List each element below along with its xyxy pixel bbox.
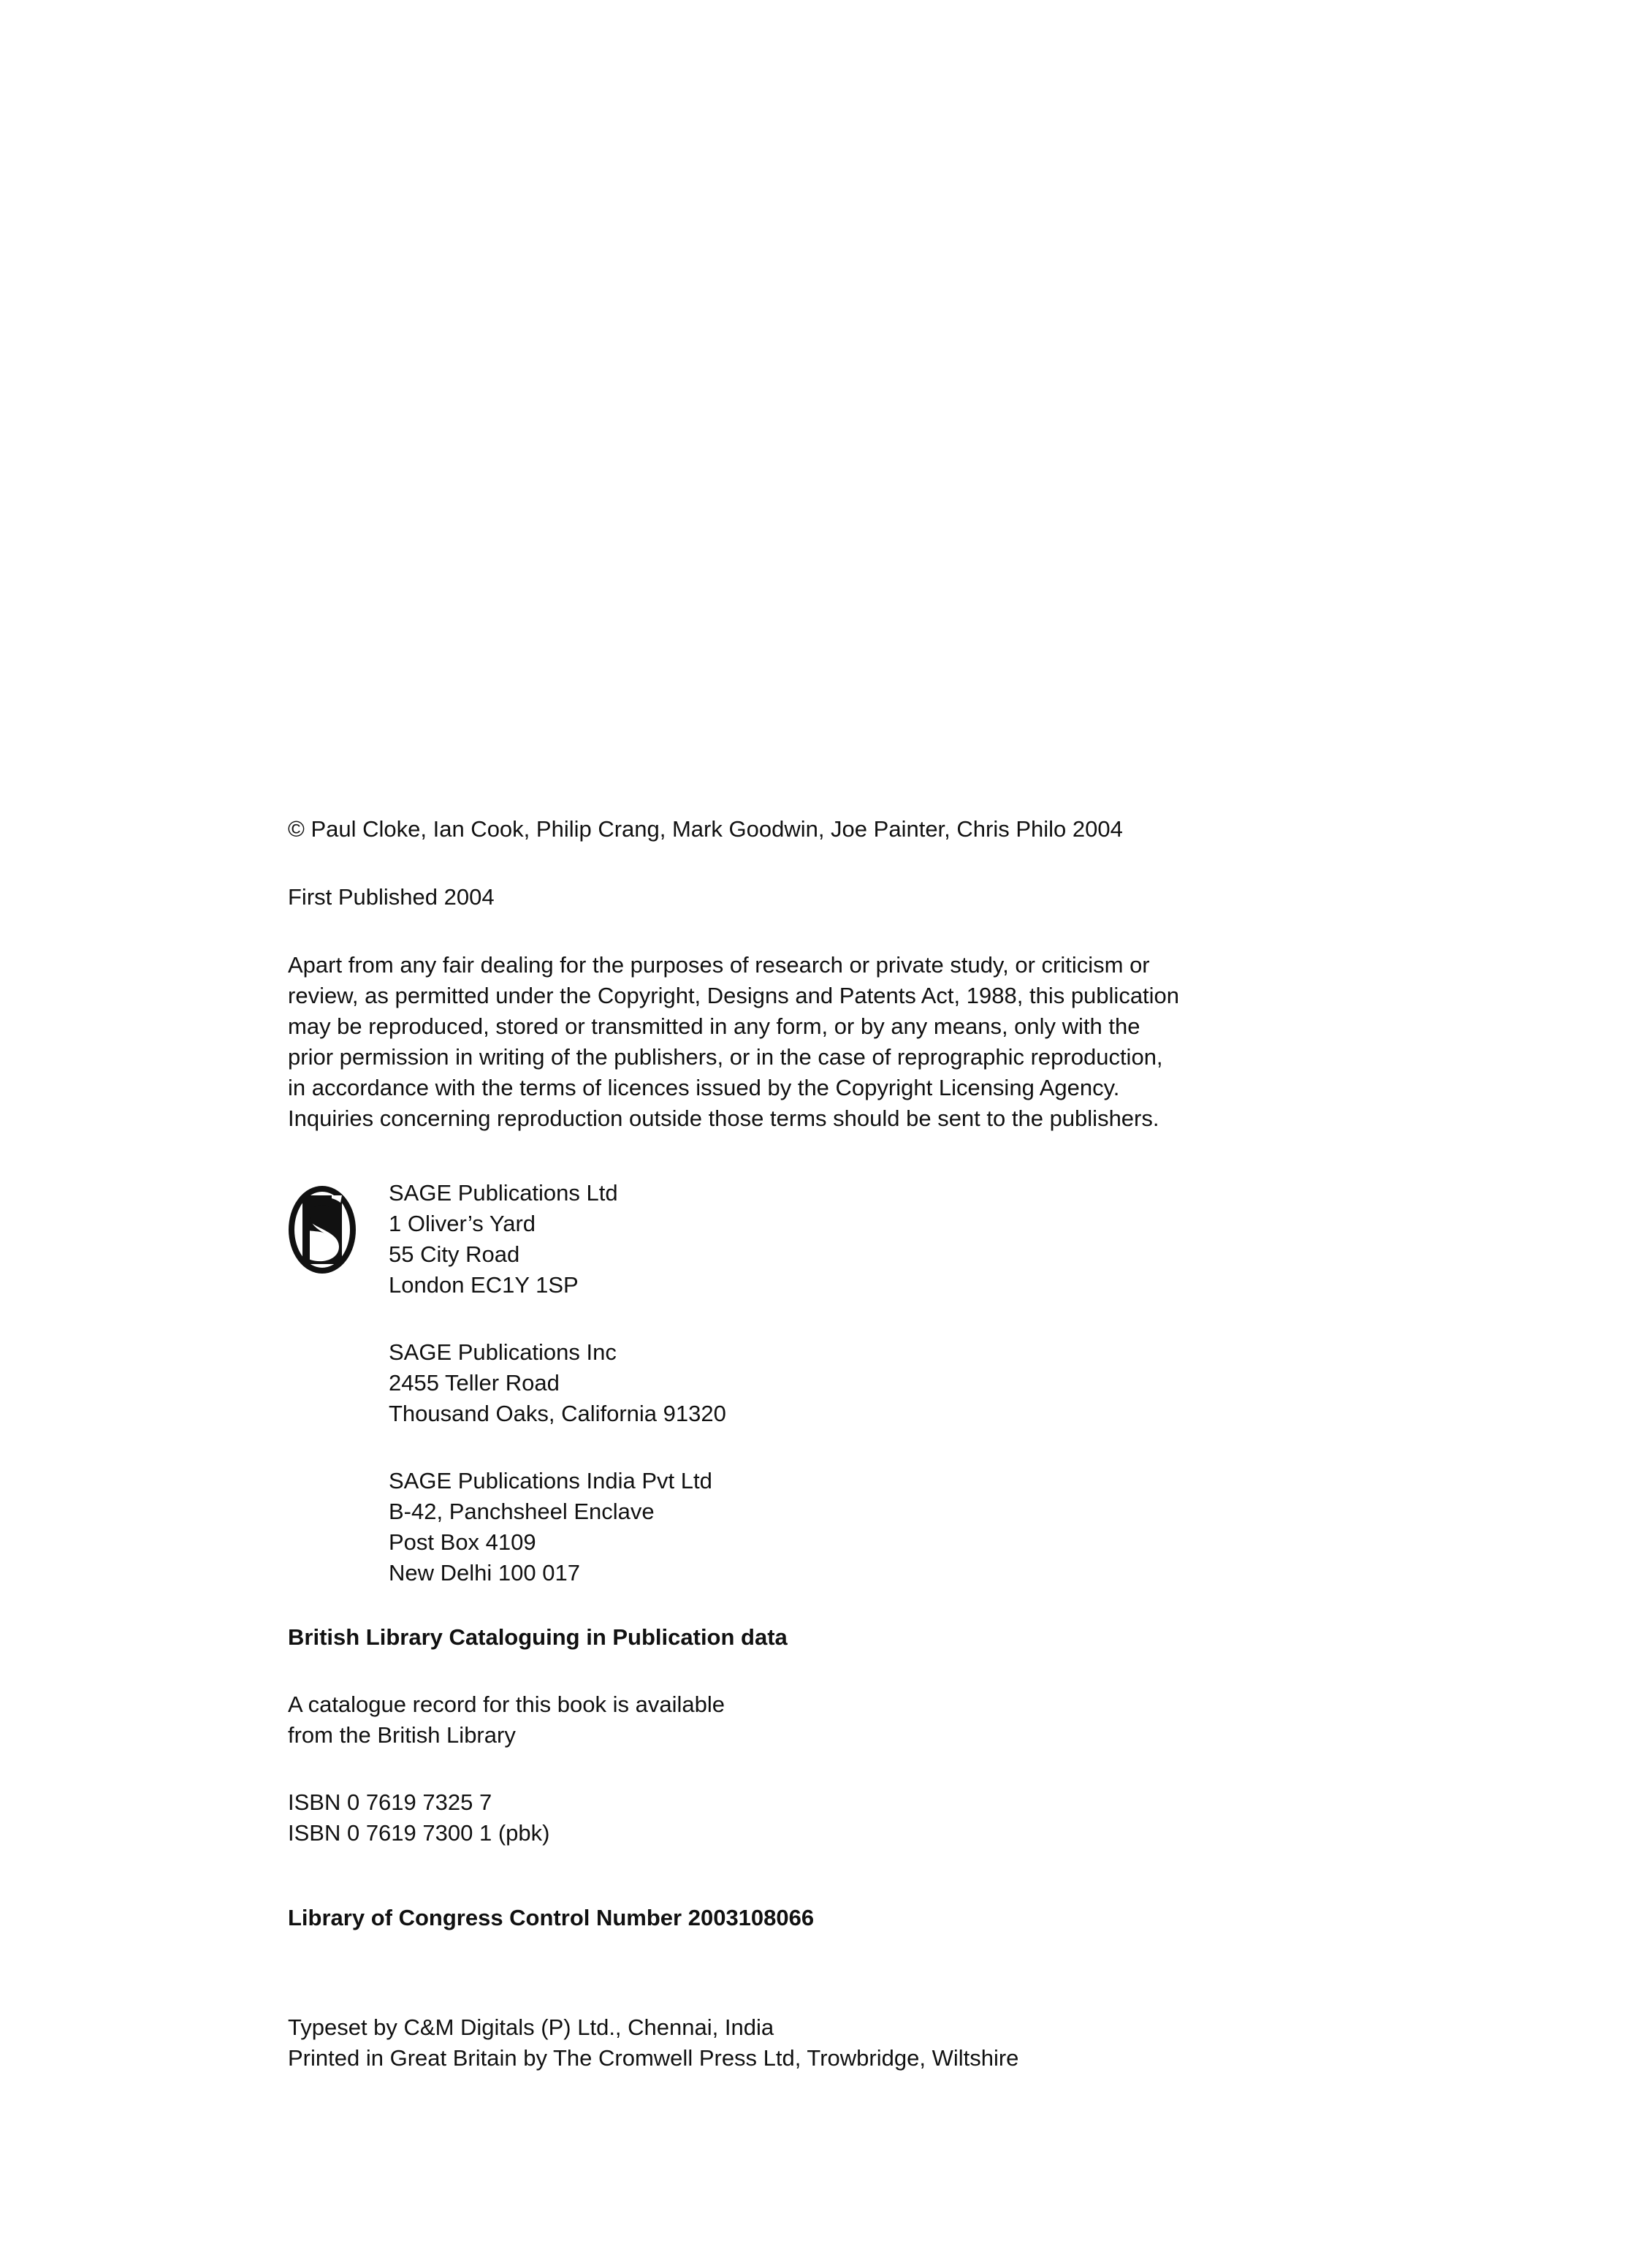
catalogue-line: A catalogue record for this book is available [288, 1692, 725, 1717]
permission-notice [288, 950, 1179, 1134]
permission-line: Apart from any fair dealing for the purposes of research or private study, or criticism or [288, 952, 1150, 978]
address-line: B-42, Panchsheel Enclave [389, 1499, 655, 1524]
publisher-address-india [389, 1466, 726, 1588]
catalogue-line: from the British Library [288, 1722, 516, 1748]
permission-line: prior permission in writing of the publishers, or in the case of reprographic reproduction, [288, 1044, 1163, 1070]
permission-line: in accordance with the terms of licences issued by the Copyright Licensing Agency. [288, 1075, 1120, 1100]
copyright-notice: © Paul Cloke, Ian Cook, Philip Crang, Mark Goodwin, Joe Painter, Chris Philo 2004 [288, 816, 1123, 842]
permission-line: Inquiries concerning reproduction outside those terms should be sent to the publishers. [288, 1106, 1159, 1131]
publisher-address-uk [389, 1178, 726, 1301]
address-line: 1 Oliver’s Yard [389, 1211, 536, 1236]
address-line: Post Box 4109 [389, 1529, 536, 1555]
permission-line: may be reproduced, stored or transmitted in any form, or by any means, only with the [288, 1013, 1140, 1039]
sage-s-logo-icon [288, 1185, 357, 1274]
printer-credit: Printed in Great Britain by The Cromwell Press Ltd, Trowbridge, Wiltshire [288, 2045, 1019, 2071]
catalogue-record [288, 1689, 725, 1751]
british-library-heading: British Library Cataloguing in Publication data [288, 1624, 788, 1650]
address-line: New Delhi 100 017 [389, 1560, 580, 1586]
address-list [389, 1178, 726, 1625]
library-of-congress-number: Library of Congress Control Number 2003108066 [288, 1905, 815, 1930]
isbn-list [288, 1787, 549, 1849]
address-line: SAGE Publications Inc [389, 1339, 617, 1365]
isbn-line: ISBN 0 7619 7300 1 (pbk) [288, 1820, 550, 1846]
publisher-address-us [389, 1337, 726, 1429]
printing-credits [288, 2012, 1018, 2074]
typeset-credit: Typeset by C&M Digitals (P) Ltd., Chennai, India [288, 2014, 774, 2040]
address-line: Thousand Oaks, California 91320 [389, 1401, 726, 1426]
first-published: First Published 2004 [288, 884, 495, 910]
isbn-line: ISBN 0 7619 7325 7 [288, 1789, 492, 1815]
address-line: SAGE Publications India Pvt Ltd [389, 1468, 712, 1493]
address-line: 2455 Teller Road [389, 1370, 560, 1396]
address-line: SAGE Publications Ltd [389, 1180, 618, 1206]
address-line: London EC1Y 1SP [389, 1272, 579, 1298]
permission-line: review, as permitted under the Copyright, Designs and Patents Act, 1988, this publication [288, 983, 1180, 1008]
address-line: 55 City Road [389, 1241, 520, 1267]
